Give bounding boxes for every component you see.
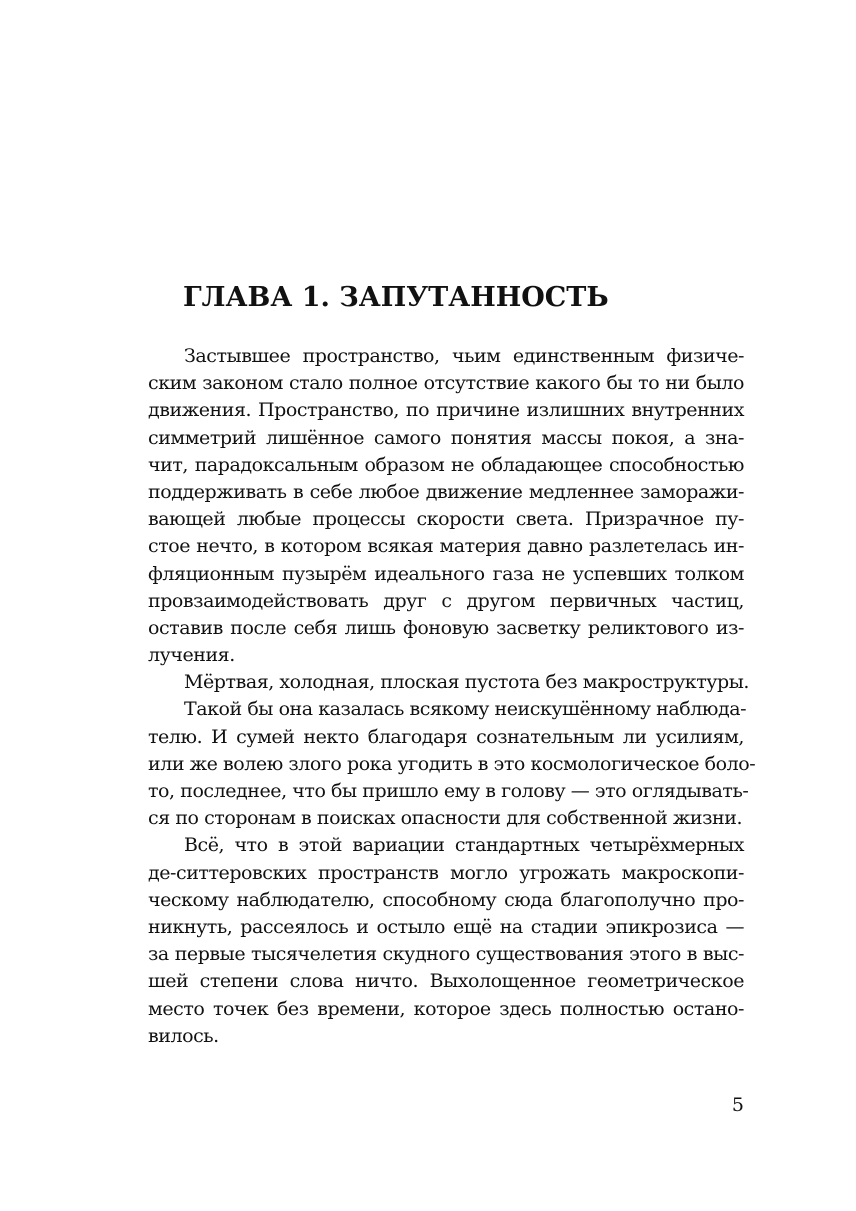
text-line: никнуть, рассеялось и остыло ещё на стадии эпикрозиса —: [148, 915, 744, 938]
text-line: движения. Пространство, по причине излишних внутренних: [148, 399, 744, 422]
text-line: симметрий лишённое самого понятия массы покоя, а зна-: [148, 426, 744, 449]
text-line: Всё, что в этой вариации стандартных четырёхмерных: [184, 834, 744, 857]
text-line: лучения.: [148, 644, 235, 667]
text-line: оставив после себя лишь фоновую засветку реликтового из-: [148, 616, 744, 639]
text-line: поддерживать в себе любое движение медленнее заморажи-: [148, 480, 744, 503]
text-line: ческому наблюдателю, способному сюда благополучно про-: [148, 888, 744, 911]
page-number: 5: [731, 1094, 744, 1116]
text-line: ским законом стало полное отсутствие какого бы то ни было: [148, 372, 744, 395]
text-line: вающей любые процессы скорости света. Призрачное пу-: [148, 508, 744, 531]
text-line: то, последнее, что бы пришло ему в голову — это оглядывать-: [148, 780, 749, 802]
chapter-title: ГЛАВА 1. ЗАПУТАННОСТЬ: [183, 282, 609, 313]
text-line: провзаимодействовать друг с другом первичных частиц,: [148, 589, 744, 612]
text-line: де-ситтеровских пространств могло угрожать макроскопи-: [148, 861, 744, 884]
text-line: ся по сторонам в поисках опасности для собственной жизни.: [148, 807, 743, 830]
text-line: чит, парадоксальным образом не обладающее способностью: [148, 453, 744, 476]
text-line: Застывшее пространство, чьим единственным физиче-: [184, 345, 744, 367]
text-line: или же волею злого рока угодить в это космологическое боло-: [148, 752, 756, 775]
text-line: вилось.: [148, 1024, 219, 1047]
text-line: стое нечто, в котором всякая материя давно разлетелась ин-: [148, 535, 744, 558]
text-line: место точек без времени, которое здесь полностью остано-: [148, 997, 744, 1020]
text-line: Мёртвая, холодная, плоская пустота без макроструктуры.: [184, 671, 749, 694]
text-line: шей степени слова ничто. Выхолощенное геометрическое: [148, 970, 744, 993]
text-line: телю. И сумей некто благодаря сознательным ли усилиям,: [148, 725, 744, 748]
text-line: фляционным пузырём идеального газа не успевших толком: [148, 562, 744, 585]
text-line: Такой бы она казалась всякому неискушённому наблюда-: [184, 698, 747, 721]
chapter-body: [148, 343, 756, 1050]
text-line: за первые тысячелетия скудного существования этого в выс-: [148, 943, 744, 966]
